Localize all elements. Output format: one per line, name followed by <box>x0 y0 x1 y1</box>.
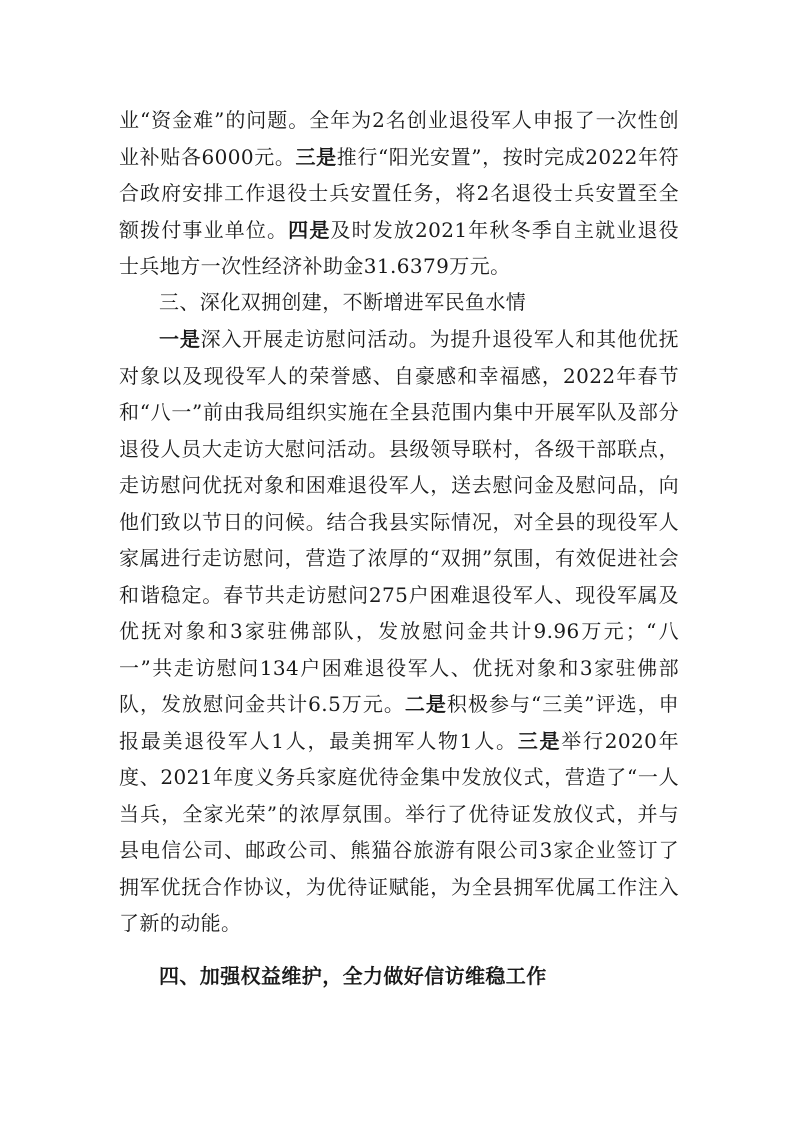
section-heading-3: 三、深化双拥创建，不断增进军民鱼水情 <box>159 290 527 314</box>
text-segment: 积极参与“三美”评选，申报最美退役军人1人，最美拥军人物1人。 <box>119 692 679 753</box>
text-segment: 深入开展走访慰问活动。为提升退役军人和其他优抚对象以及现役军人的荣誉感、自豪感和幸福感，2022年春节和“八一”前由我局组织实施在全县范围内集中开展军队及部分退役人员大走访大慰问活动。县级领导联村，各级干部联点，走访慰问优抚对象和困难退役军人，送去慰问金及慰问品，向他们致以节日的问候。结合我县实际情况，对全县的现役军人家属进行走访慰问，营造了浓厚的“双拥”氛围，有效促进社会和谐稳定。春节共走访慰问275户困难退役军人、现役军属及优抚对象和3家驻佛部队，发放慰问金共计9.96万元；“八一”共走访慰问134户困难退役军人、优抚对象和3家驻佛部队，发放慰问金共计6.5万元。 <box>119 327 679 716</box>
text-segment: 推行“阳光安置”，按时完成2022年符合政府安排工作退役士兵安置任务，将2名退役士兵安置至全额拨付事业单位。 <box>119 144 679 242</box>
paragraph-employment-support <box>119 102 679 285</box>
paragraph-double-support <box>119 321 679 942</box>
text-segment: 及时发放2021年秋冬季自主就业退役士兵地方一次性经济补助金31.6379万元。 <box>119 217 679 278</box>
keyword-er-shi: 二是 <box>404 692 447 716</box>
section-heading-4: 四、加强权益维护，全力做好信访维稳工作 <box>159 964 547 988</box>
keyword-san-shi: 三是 <box>295 144 337 169</box>
keyword-si-shi: 四是 <box>288 217 331 242</box>
text-segment: 业“资金难”的问题。全年为2名创业退役军人申报了一次性创业补贴各6000元。 <box>119 108 679 169</box>
keyword-yi-shi: 一是 <box>159 327 201 351</box>
keyword-san-shi: 三是 <box>517 728 562 753</box>
text-segment: 举行2020年度、2021年度义务兵家庭优待金集中发放仪式，营造了“一人当兵，全家光荣”的浓厚氛围。举行了优待证发放仪式，并与县电信公司、邮政公司、熊猫谷旅游有限公司3家企业签订了拥军优抚合作协议，为优待证赋能，为全县拥军优属工作注入了新的动能。 <box>119 728 679 935</box>
